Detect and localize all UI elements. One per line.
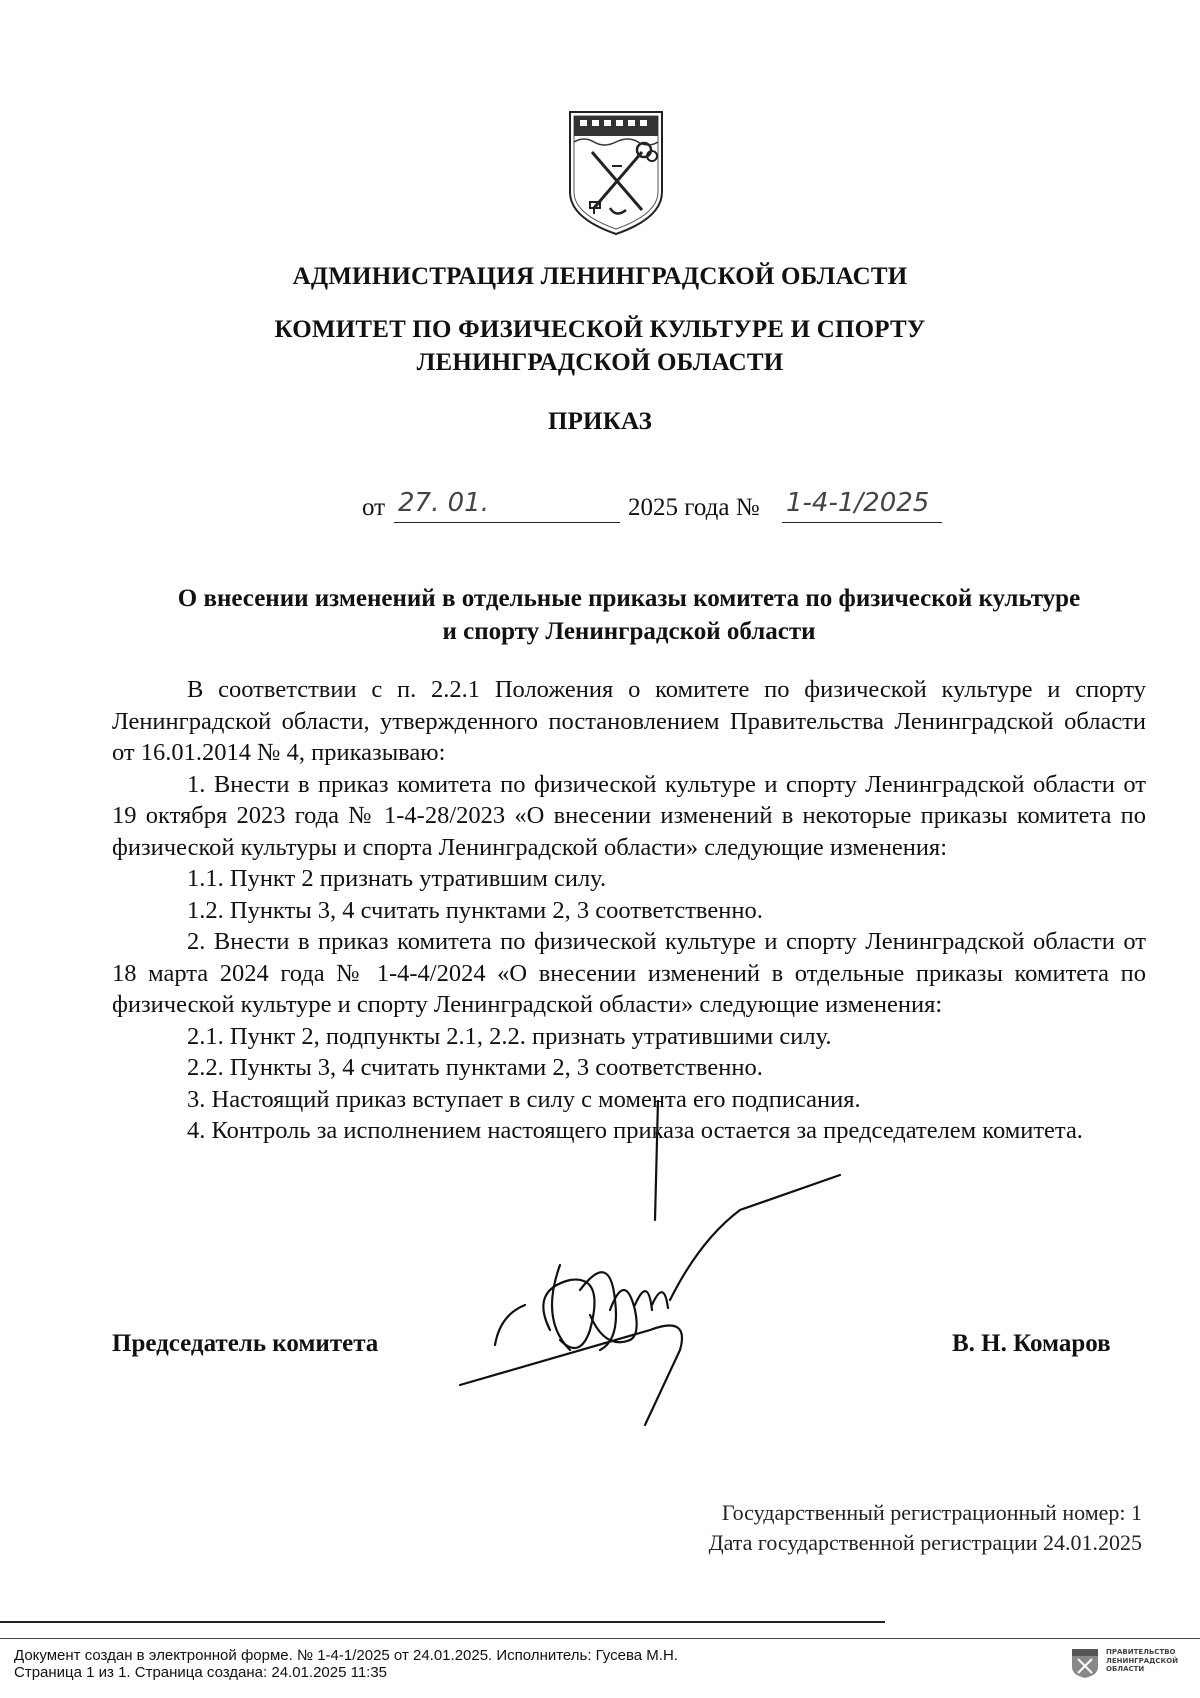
item-1-1-paragraph: 1.1. Пункт 2 признать утратившим силу.	[187, 865, 607, 892]
document-subject	[112, 582, 1146, 648]
date-prefix: от	[362, 494, 386, 521]
document-body	[112, 674, 1146, 1147]
logo-text-line2: ЛЕНИНГРАДСКОЙ	[1106, 1656, 1179, 1665]
registration-stamp	[560, 1498, 1142, 1558]
subject-line1: О внесении изменений в отдельные приказы комитета по физической культуре	[177, 585, 1081, 612]
date-number-line	[0, 490, 1200, 530]
committee-title-line1: КОМИТЕТ ПО ФИЗИЧЕСКОЙ КУЛЬТУРЕ И СПОРТУ	[274, 316, 926, 343]
footer-rule	[0, 1621, 885, 1623]
item-3-paragraph: 3. Настоящий приказ вступает в силу с момента его подписания.	[187, 1085, 861, 1113]
registration-date: Дата государственной регистрации 24.01.2025	[708, 1530, 1142, 1555]
item-1-paragraph: 1. Внести в приказ комитета по физической культуре и спорту Ленинградской области от 19 октября 2023 года № 1-4-28/2023 «О внесении изменений в некоторые приказы комитета по физической культуры и спорта Ленинградской области» следующие изменения:	[112, 770, 1146, 861]
administration-title: АДМИНИСТРАЦИЯ ЛЕНИНГРАДСКОЙ ОБЛАСТИ	[292, 263, 908, 290]
item-2-2-paragraph: 2.2. Пункты 3, 4 считать пунктами 2, 3 соответственно.	[187, 1054, 763, 1081]
footer-separator	[0, 1638, 1200, 1639]
subject-line2: и спорту Ленинградской области	[442, 618, 816, 645]
item-2-1-paragraph: 2.1. Пункт 2, подпункты 2.1, 2.2. признать утратившими силу.	[187, 1022, 832, 1050]
date-underline	[394, 522, 620, 523]
number-underline	[782, 522, 942, 523]
handwritten-date: 27. 01.	[398, 488, 489, 518]
electronic-document-footer	[14, 1647, 678, 1681]
preamble-paragraph: В соответствии с п. 2.2.1 Положения о комитете по физической культуре и спорту Ленинградской области, утвержденного постановлением Правительства Ленинградской области от 16.01.2014 № 4, приказываю:	[112, 676, 1146, 766]
logo-text-line3: ОБЛАСТИ	[1106, 1665, 1145, 1673]
logo-text-line1: ПРАВИТЕЛЬСТВО	[1106, 1648, 1176, 1656]
handwritten-number: 1-4-1/2025	[786, 488, 930, 518]
footer-line1: Документ создан в электронной форме. № 1-4-1/2025 от 24.01.2025. Исполнитель: Гусева М.Н.	[14, 1647, 678, 1664]
government-logo	[1070, 1647, 1190, 1681]
document-type: ПРИКАЗ	[547, 408, 653, 435]
year-text: 2025 года №	[628, 494, 760, 521]
committee-title	[0, 313, 1200, 379]
shield-icon	[1070, 1647, 1100, 1679]
government-logo-text	[1106, 1648, 1178, 1674]
signatory-position: Председатель комитета	[112, 1330, 379, 1357]
item-2-paragraph: 2. Внести в приказ комитета по физической культуре и спорту Ленинградской области от 18 марта 2024 года № 1-4-4/2024 «О внесении изменений в отдельные приказы комитета по физической культуре и спорту Ленинградской области» следующие изменения:	[112, 928, 1146, 1018]
footer-line2: Страница 1 из 1. Страница создана: 24.01.2025 11:35	[14, 1664, 388, 1681]
signatory-name: В. Н. Комаров	[952, 1330, 1111, 1357]
coat-of-arms-emblem	[564, 106, 668, 238]
item-1-2-paragraph: 1.2. Пункты 3, 4 считать пунктами 2, 3 соответственно.	[187, 896, 763, 924]
handwritten-signature	[430, 1100, 880, 1480]
committee-title-line2: ЛЕНИНГРАДСКОЙ ОБЛАСТИ	[416, 349, 784, 376]
item-4-paragraph: 4. Контроль за исполнением настоящего приказа остается за председателем комитета.	[187, 1117, 1083, 1144]
registration-number: Государственный регистрационный номер: 1	[721, 1500, 1142, 1525]
